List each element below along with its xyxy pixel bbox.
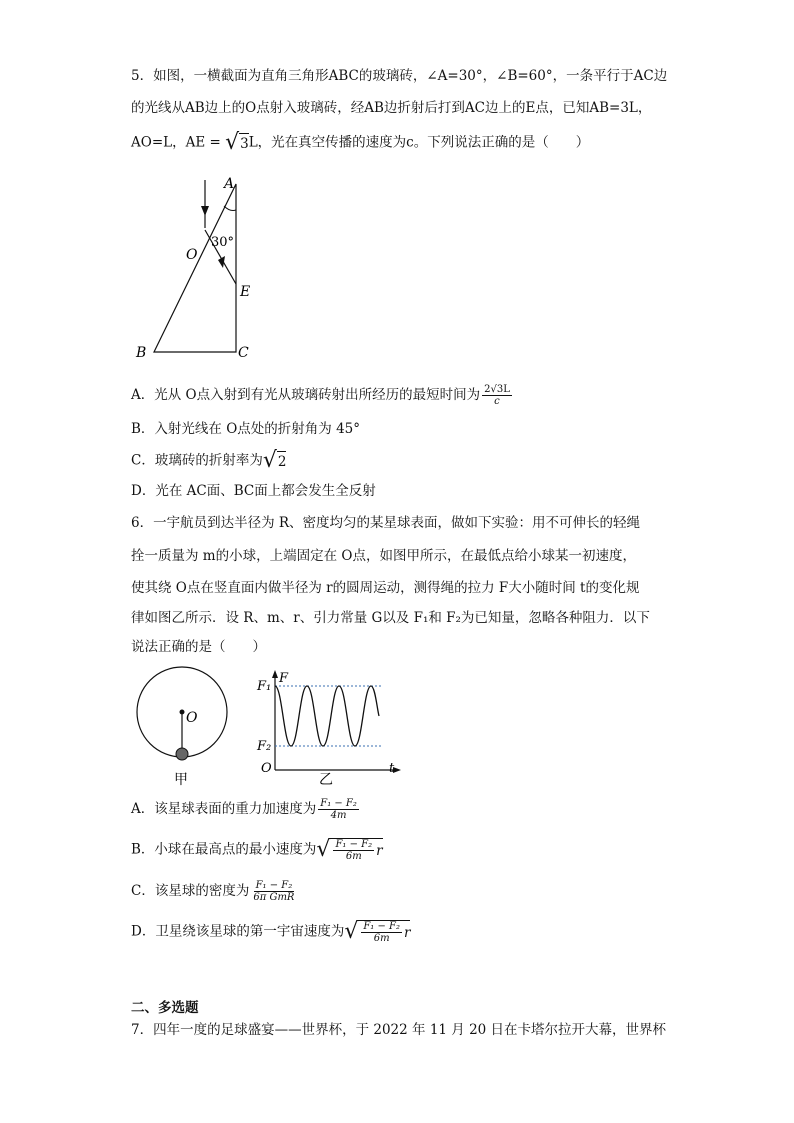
fig-yi-graph	[255, 668, 405, 790]
q5-option-a: A．光从 O点入射到有光从玻璃砖射出所经历的最短时间为 $\frac{2√3L}{c}$	[131, 384, 510, 407]
q5-option-c: C．玻璃砖的折射率为 √ 2	[131, 448, 287, 473]
q5-line-1: 5．如图，一横截面为直角三角形ABC的玻璃砖，∠A=30°，∠B=60°，一条平行于AC边	[131, 68, 668, 84]
y-axis-arrow-icon	[272, 670, 278, 678]
q5-line-2: 的光线从AB边上的O点射入玻璃砖，经AB边折射后打到AC边上的E点，已知AB=3L，	[131, 100, 652, 116]
q6-option-c: C．该星球的密度为 $\frac{\text{F₁ − F₂}}{\text{6π GmR}}$	[131, 880, 295, 903]
fig-jia-circle	[134, 664, 234, 789]
q6-option-d: D．卫星绕该星球的第一宇宙速度为 √ $\frac{\text{F₁ − F₂}}{6m}$ r	[131, 919, 411, 944]
label-O: O	[186, 247, 198, 263]
label-F2: F₂	[257, 739, 272, 754]
caption-yi: 乙	[319, 772, 333, 788]
sqrt-3: √ 3	[225, 130, 249, 155]
label-F: F	[279, 671, 289, 686]
q5-option-b: B．入射光线在 O点处的折射角为 45°	[131, 421, 360, 437]
q6-line-2: 拴一质量为 m的小球，上端固定在 O点，如图甲所示，在最低点给小球某一初速度，	[131, 548, 636, 564]
q7-line-1: 7．四年一度的足球盛宴——世界杯，于 2022 年 11 月 20 日在卡塔尔拉开大幕，世界杯	[131, 1022, 667, 1038]
label-t: t	[389, 761, 395, 776]
caption-jia: 甲	[174, 772, 188, 788]
q5-line-3-end: L，光在真空传播的速度为c。下列说法正确的是（ ）	[248, 134, 590, 151]
q6-line-1: 6．一宇航员到达半径为 R、密度均匀的某星球表面，做如下实验：用不可伸长的轻绳	[131, 515, 641, 531]
q5-line-3	[131, 132, 589, 154]
label-angle: 30°	[211, 235, 235, 250]
label-F1: F₁	[257, 679, 272, 694]
label-O-jia: O	[186, 710, 198, 726]
label-E: E	[240, 284, 251, 300]
q5-line-3-start: AO=L，AE =	[131, 134, 226, 151]
q6-line-5: 说法正确的是（ ）	[131, 639, 266, 655]
q6-line-4: 律如图乙所示．设 R、m、r、引力常量 G以及 F₁和 F₂为已知量，忽略各种阻力．以下	[131, 610, 650, 626]
label-O-yi: O	[261, 761, 272, 776]
q6-option-b: B．小球在最高点的最小速度为 √ $\frac{\text{F₁ − F₂}}{6m}$ r	[131, 837, 383, 862]
q6-line-3: 使其绕 O点在竖直面内做半径为 r的圆周运动，测得绳的拉力 F大小随时间 t的变化规	[131, 580, 640, 596]
q5-prism-figure	[130, 170, 260, 365]
sqrt-2: √ 2	[262, 448, 287, 473]
label-B: B	[136, 345, 147, 361]
incident-arrow-icon	[201, 206, 209, 216]
q6-option-a: A．该星球表面的重力加速度为 $\frac{\text{F₁ − F₂}}{4m}$	[131, 798, 357, 821]
angle-arc	[224, 206, 236, 211]
label-C: C	[238, 345, 249, 361]
force-curve	[275, 686, 379, 746]
ball	[176, 748, 188, 760]
q5-option-d: D．光在 AC面、BC面上都会发生全反射	[131, 483, 376, 499]
triangle-abc	[154, 184, 236, 352]
section-title: 二、多选题	[131, 1000, 199, 1016]
label-A: A	[224, 176, 235, 192]
